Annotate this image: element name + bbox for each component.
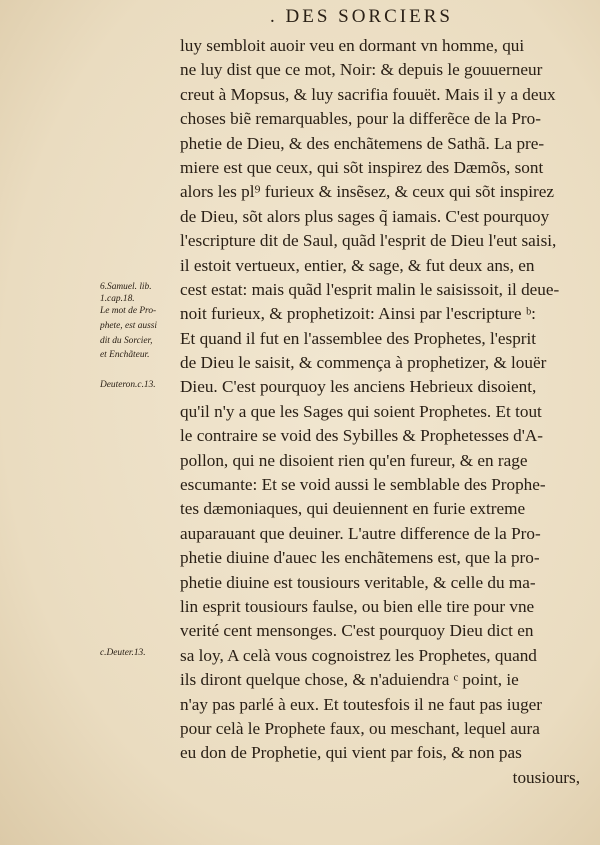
- text-line: phetie de Dieu, & des enchãtemens de Sathã. La pre-: [180, 133, 545, 153]
- text-line: creut à Mopsus, & luy sacrifia fouuët. Mais il y a deux: [180, 84, 556, 104]
- margin-note: c.Deuter.13.: [100, 648, 146, 658]
- margin-note: Deuteron.c.13.: [100, 379, 156, 390]
- text-line: pour celà le Prophete faux, ou meschant, lequel aura: [180, 718, 540, 738]
- margin-note: 6.Samuel. lib.: [100, 282, 152, 292]
- text-line: phetie diuine d'auec les enchãtemens est, que la pro-: [180, 548, 540, 568]
- text-line: choses biẽ remarquables, pour la differẽce de la Pro-: [180, 109, 541, 129]
- text-line: alors les pl⁹ furieux & insẽsez, & ceux qui sõt inspirez: [180, 182, 555, 202]
- text-line: l'escripture dit de Saul, quãd l'esprit de Dieu l'eut saisi,: [180, 231, 557, 251]
- text-line: de Dieu le saisit, & commença à prophetizer, & louër: [180, 353, 547, 373]
- margin-note: dit du Sorcier,: [100, 335, 153, 346]
- text-line: tousiours,: [512, 767, 580, 787]
- text-line: cest estat: mais quãd l'esprit malin le saisissoit, il deue-: [180, 279, 560, 299]
- running-title: . DES SORCIERS: [270, 6, 453, 27]
- text-line: verité cent mensonges. C'est pourquoy Dieu dict en: [180, 621, 534, 641]
- main-text-column: [180, 34, 580, 790]
- text-line: auparauant que deuiner. L'autre difference de la Pro-: [180, 523, 541, 543]
- text-line: phetie diuine est tousiours veritable, & celle du ma-: [180, 572, 536, 592]
- text-line: luy sembloit auoir veu en dormant vn homme, qui: [180, 36, 525, 55]
- text-line: sa loy, A celà vous cognoistrez les Prophetes, quand: [180, 645, 537, 665]
- text-line: ne luy dist que ce mot, Noir: & depuis le gouuerneur: [180, 60, 543, 80]
- margin-note: 1.cap.18.: [100, 294, 135, 305]
- margin-note: et Enchãteur.: [100, 350, 150, 361]
- margin-note: phete, est aussi: [100, 321, 158, 332]
- text-line: pollon, qui ne disoient rien qu'en fureur, & en rage: [180, 450, 528, 470]
- text-line: n'ay pas parlé à eux. Et toutesfois il ne faut pas iuger: [180, 694, 543, 714]
- text-line: miere est que ceux, qui sõt inspirez des Dæmõs, sont: [180, 157, 544, 177]
- text-line: noit furieux, & prophetizoit: Ainsi par l'escripture ᵇ:: [180, 304, 536, 324]
- text-line: eu don de Prophetie, qui vient par fois, & non pas: [180, 743, 522, 763]
- text-line: ils diront quelque chose, & n'aduiendra ᶜ point, ie: [180, 670, 519, 690]
- text-line: Dieu. C'est pourquoy les anciens Hebrieux disoient,: [180, 377, 537, 397]
- text-line: de Dieu, sõt alors plus sages q̃ iamais. C'est pourquoy: [180, 206, 550, 226]
- text-line: le contraire se void des Sybilles & Prophetesses d'A-: [180, 426, 544, 446]
- text-line: lin esprit tousiours faulse, ou bien elle tire pour vne: [180, 596, 535, 616]
- text-line: escumante: Et se void aussi le semblable des Prophe-: [180, 475, 546, 495]
- text-line: qu'il n'y a que les Sages qui soient Prophetes. Et tout: [180, 401, 542, 421]
- text-line: tes dæmoniaques, qui deuiennent en furie extreme: [180, 499, 526, 519]
- text-line: Et quand il fut en l'assemblee des Prophetes, l'esprit: [180, 328, 537, 348]
- margin-note: Le mot de Pro-: [100, 306, 157, 317]
- text-line: il estoit vertueux, entier, & sage, & fut deux ans, en: [180, 255, 535, 275]
